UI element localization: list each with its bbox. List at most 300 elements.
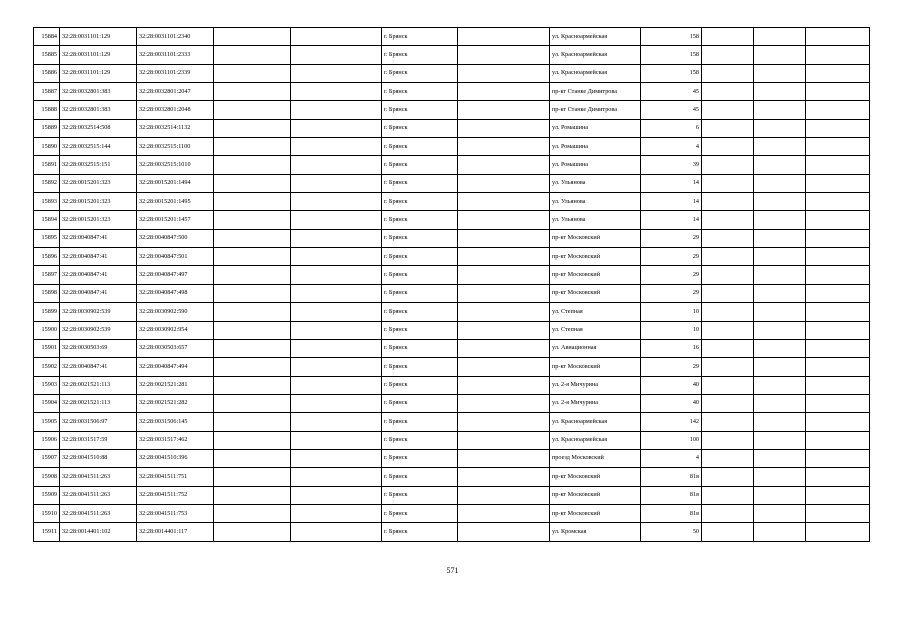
empty-cell: [291, 449, 382, 467]
empty-cell: [806, 376, 870, 394]
empty-cell: [214, 284, 291, 302]
city-cell: г. Брянск: [382, 303, 458, 321]
cadastral-parcel-cell: 32:28:0040847:41: [60, 266, 137, 284]
city-cell: г. Брянск: [382, 46, 458, 64]
empty-cell: [458, 248, 550, 266]
street-cell: пр-кт Московский: [550, 229, 641, 247]
empty-cell: [806, 523, 870, 541]
cadastral-parcel-cell: 32:28:0032801:383: [60, 83, 137, 101]
empty-cell: [214, 504, 291, 522]
street-cell: ул. Ульянова: [550, 211, 641, 229]
empty-cell: [806, 193, 870, 211]
empty-cell: [702, 101, 754, 119]
table-row: [34, 229, 870, 247]
cadastral-parcel-cell: 32:28:0015201:323: [60, 174, 137, 192]
empty-cell: [458, 83, 550, 101]
empty-cell: [291, 376, 382, 394]
house-number-cell: 29: [641, 248, 702, 266]
city-cell: г. Брянск: [382, 248, 458, 266]
row-number-cell: 15894: [34, 211, 60, 229]
house-number-cell: 142: [641, 413, 702, 431]
cadastral-parcel-cell: 32:28:0021521:113: [60, 376, 137, 394]
empty-cell: [754, 248, 806, 266]
empty-cell: [291, 431, 382, 449]
table-row: [34, 266, 870, 284]
street-cell: пр-кт Станке Димитрова: [550, 83, 641, 101]
house-number-cell: 14: [641, 211, 702, 229]
empty-cell: [291, 193, 382, 211]
cadastral-parcel-cell: 32:28:0031506:97: [60, 413, 137, 431]
empty-cell: [754, 229, 806, 247]
empty-cell: [214, 101, 291, 119]
empty-cell: [806, 174, 870, 192]
cadastral-parcel-cell: 32:28:0014401:102: [60, 523, 137, 541]
table-row: [34, 376, 870, 394]
empty-cell: [754, 321, 806, 339]
empty-cell: [754, 303, 806, 321]
house-number-cell: 29: [641, 284, 702, 302]
table-row: [34, 449, 870, 467]
empty-cell: [702, 248, 754, 266]
city-cell: г. Брянск: [382, 119, 458, 137]
table-row: [34, 138, 870, 156]
city-cell: г. Брянск: [382, 468, 458, 486]
cadastral-object-cell: 32:28:0041510:396: [137, 449, 214, 467]
table-row: [34, 248, 870, 266]
empty-cell: [754, 486, 806, 504]
empty-cell: [806, 504, 870, 522]
row-number-cell: 15895: [34, 229, 60, 247]
empty-cell: [702, 284, 754, 302]
empty-cell: [291, 504, 382, 522]
empty-cell: [291, 284, 382, 302]
row-number-cell: 15896: [34, 248, 60, 266]
city-cell: г. Брянск: [382, 523, 458, 541]
empty-cell: [702, 376, 754, 394]
empty-cell: [702, 138, 754, 156]
cadastral-parcel-cell: 32:28:0032801:383: [60, 101, 137, 119]
house-number-cell: 4: [641, 449, 702, 467]
empty-cell: [702, 46, 754, 64]
empty-cell: [291, 174, 382, 192]
row-number-cell: 15902: [34, 358, 60, 376]
city-cell: г. Брянск: [382, 449, 458, 467]
table-row: [34, 358, 870, 376]
table-row: [34, 394, 870, 412]
house-number-cell: 14: [641, 174, 702, 192]
empty-cell: [291, 101, 382, 119]
street-cell: пр-кт Московский: [550, 504, 641, 522]
empty-cell: [806, 339, 870, 357]
empty-cell: [291, 523, 382, 541]
empty-cell: [458, 193, 550, 211]
empty-cell: [458, 358, 550, 376]
house-number-cell: 45: [641, 83, 702, 101]
house-number-cell: 158: [641, 64, 702, 82]
house-number-cell: 45: [641, 101, 702, 119]
house-number-cell: 6: [641, 119, 702, 137]
house-number-cell: 10: [641, 321, 702, 339]
empty-cell: [291, 321, 382, 339]
row-number-cell: 15885: [34, 46, 60, 64]
empty-cell: [291, 266, 382, 284]
cadastral-object-cell: 32:28:0031101:2333: [137, 46, 214, 64]
empty-cell: [458, 101, 550, 119]
city-cell: г. Брянск: [382, 358, 458, 376]
table-row: [34, 413, 870, 431]
empty-cell: [291, 358, 382, 376]
empty-cell: [754, 358, 806, 376]
empty-cell: [754, 156, 806, 174]
empty-cell: [806, 101, 870, 119]
house-number-cell: 29: [641, 229, 702, 247]
table-row: [34, 486, 870, 504]
street-cell: проезд Московский: [550, 449, 641, 467]
cadastral-object-cell: 32:28:0031517:462: [137, 431, 214, 449]
cadastral-object-cell: 32:28:0021521:282: [137, 394, 214, 412]
row-number-cell: 15906: [34, 431, 60, 449]
empty-cell: [291, 28, 382, 46]
empty-cell: [291, 468, 382, 486]
table-row: [34, 339, 870, 357]
city-cell: г. Брянск: [382, 339, 458, 357]
row-number-cell: 15890: [34, 138, 60, 156]
cadastral-parcel-cell: 32:28:0041511:263: [60, 486, 137, 504]
cadastral-object-cell: 32:28:0040847:501: [137, 248, 214, 266]
city-cell: г. Брянск: [382, 431, 458, 449]
city-cell: г. Брянск: [382, 394, 458, 412]
row-number-cell: 15888: [34, 101, 60, 119]
house-number-cell: 16: [641, 339, 702, 357]
cadastral-object-cell: 32:28:0032515:1010: [137, 156, 214, 174]
page-number: 571: [446, 566, 459, 575]
empty-cell: [806, 431, 870, 449]
city-cell: г. Брянск: [382, 64, 458, 82]
row-number-cell: 15893: [34, 193, 60, 211]
street-cell: ул. Степная: [550, 321, 641, 339]
empty-cell: [702, 28, 754, 46]
empty-cell: [214, 486, 291, 504]
cadastral-object-cell: 32:28:0015201:1494: [137, 174, 214, 192]
empty-cell: [702, 156, 754, 174]
cadastral-parcel-cell: 32:28:0032515:144: [60, 138, 137, 156]
empty-cell: [806, 486, 870, 504]
empty-cell: [702, 486, 754, 504]
street-cell: ул. Кромская: [550, 523, 641, 541]
empty-cell: [291, 119, 382, 137]
street-cell: ул. Красноармейская: [550, 46, 641, 64]
table-row: [34, 284, 870, 302]
house-number-cell: 100: [641, 431, 702, 449]
empty-cell: [458, 504, 550, 522]
city-cell: г. Брянск: [382, 28, 458, 46]
cadastral-parcel-cell: 32:28:0031101:129: [60, 46, 137, 64]
empty-cell: [291, 303, 382, 321]
table-row: [34, 523, 870, 541]
cadastral-object-cell: 32:28:0014401:117: [137, 523, 214, 541]
row-number-cell: 15892: [34, 174, 60, 192]
empty-cell: [214, 83, 291, 101]
city-cell: г. Брянск: [382, 138, 458, 156]
cadastral-object-cell: 32:28:0015201:1495: [137, 193, 214, 211]
empty-cell: [702, 468, 754, 486]
empty-cell: [214, 28, 291, 46]
cadastral-parcel-cell: 32:28:0030503:69: [60, 339, 137, 357]
empty-cell: [806, 321, 870, 339]
cadastral-object-cell: 32:28:0032514:1132: [137, 119, 214, 137]
empty-cell: [458, 64, 550, 82]
empty-cell: [214, 174, 291, 192]
empty-cell: [214, 449, 291, 467]
house-number-cell: 40: [641, 394, 702, 412]
empty-cell: [806, 119, 870, 137]
empty-cell: [291, 64, 382, 82]
empty-cell: [214, 394, 291, 412]
cadastral-parcel-cell: 32:28:0041510:88: [60, 449, 137, 467]
empty-cell: [806, 248, 870, 266]
registry-table-body: [34, 28, 870, 542]
empty-cell: [291, 46, 382, 64]
street-cell: ул. Красноармейская: [550, 413, 641, 431]
house-number-cell: 29: [641, 266, 702, 284]
cadastral-object-cell: 32:28:0040847:494: [137, 358, 214, 376]
city-cell: г. Брянск: [382, 83, 458, 101]
empty-cell: [754, 46, 806, 64]
row-number-cell: 15908: [34, 468, 60, 486]
empty-cell: [458, 46, 550, 64]
street-cell: ул. Ромашина: [550, 119, 641, 137]
cadastral-object-cell: 32:28:0030902:590: [137, 303, 214, 321]
cadastral-object-cell: 32:28:0041511:751: [137, 468, 214, 486]
cadastral-object-cell: 32:28:0031101:2339: [137, 64, 214, 82]
empty-cell: [458, 303, 550, 321]
empty-cell: [291, 138, 382, 156]
cadastral-parcel-cell: 32:28:0040847:41: [60, 229, 137, 247]
street-cell: ул. Ульянова: [550, 174, 641, 192]
table-row: [34, 174, 870, 192]
empty-cell: [458, 321, 550, 339]
empty-cell: [806, 413, 870, 431]
row-number-cell: 15900: [34, 321, 60, 339]
empty-cell: [291, 156, 382, 174]
empty-cell: [291, 413, 382, 431]
empty-cell: [458, 119, 550, 137]
row-number-cell: 15910: [34, 504, 60, 522]
empty-cell: [214, 266, 291, 284]
empty-cell: [806, 394, 870, 412]
empty-cell: [806, 28, 870, 46]
empty-cell: [291, 83, 382, 101]
empty-cell: [458, 394, 550, 412]
row-number-cell: 15909: [34, 486, 60, 504]
row-number-cell: 15905: [34, 413, 60, 431]
empty-cell: [806, 83, 870, 101]
empty-cell: [806, 156, 870, 174]
empty-cell: [214, 413, 291, 431]
empty-cell: [702, 211, 754, 229]
house-number-cell: 81в: [641, 468, 702, 486]
cadastral-object-cell: 32:28:0030902:954: [137, 321, 214, 339]
table-row: [34, 28, 870, 46]
empty-cell: [702, 83, 754, 101]
empty-cell: [702, 358, 754, 376]
empty-cell: [214, 248, 291, 266]
cadastral-object-cell: 32:28:0021521:281: [137, 376, 214, 394]
empty-cell: [702, 339, 754, 357]
row-number-cell: 15884: [34, 28, 60, 46]
empty-cell: [214, 321, 291, 339]
house-number-cell: 10: [641, 303, 702, 321]
cadastral-object-cell: 32:28:0040847:497: [137, 266, 214, 284]
empty-cell: [754, 101, 806, 119]
empty-cell: [754, 174, 806, 192]
empty-cell: [754, 523, 806, 541]
empty-cell: [806, 266, 870, 284]
empty-cell: [702, 266, 754, 284]
house-number-cell: 81в: [641, 486, 702, 504]
cadastral-parcel-cell: 32:28:0041511:263: [60, 504, 137, 522]
cadastral-parcel-cell: 32:28:0021521:113: [60, 394, 137, 412]
street-cell: ул. Степная: [550, 303, 641, 321]
empty-cell: [702, 431, 754, 449]
empty-cell: [702, 321, 754, 339]
empty-cell: [806, 284, 870, 302]
empty-cell: [458, 431, 550, 449]
empty-cell: [214, 46, 291, 64]
street-cell: ул. Ромашина: [550, 156, 641, 174]
cadastral-object-cell: 32:28:0031506:145: [137, 413, 214, 431]
empty-cell: [754, 83, 806, 101]
house-number-cell: 29: [641, 358, 702, 376]
empty-cell: [458, 174, 550, 192]
empty-cell: [702, 64, 754, 82]
street-cell: ул. Ульянова: [550, 193, 641, 211]
empty-cell: [214, 156, 291, 174]
row-number-cell: 15897: [34, 266, 60, 284]
empty-cell: [754, 394, 806, 412]
cadastral-object-cell: 32:28:0031101:2340: [137, 28, 214, 46]
city-cell: г. Брянск: [382, 156, 458, 174]
row-number-cell: 15901: [34, 339, 60, 357]
city-cell: г. Брянск: [382, 229, 458, 247]
table-row: [34, 321, 870, 339]
cadastral-parcel-cell: 32:28:0031101:129: [60, 28, 137, 46]
empty-cell: [754, 64, 806, 82]
city-cell: г. Брянск: [382, 101, 458, 119]
empty-cell: [702, 119, 754, 137]
empty-cell: [458, 138, 550, 156]
empty-cell: [214, 211, 291, 229]
row-number-cell: 15886: [34, 64, 60, 82]
street-cell: пр-кт Московский: [550, 266, 641, 284]
table-row: [34, 64, 870, 82]
house-number-cell: 4: [641, 138, 702, 156]
street-cell: ул. Ромашина: [550, 138, 641, 156]
table-row: [34, 46, 870, 64]
city-cell: г. Брянск: [382, 376, 458, 394]
street-cell: ул. Красноармейская: [550, 28, 641, 46]
cadastral-object-cell: 32:28:0041511:753: [137, 504, 214, 522]
street-cell: пр-кт Московский: [550, 468, 641, 486]
cadastral-parcel-cell: 32:28:0040847:41: [60, 248, 137, 266]
table-row: [34, 119, 870, 137]
cadastral-object-cell: 32:28:0032801:2047: [137, 83, 214, 101]
empty-cell: [806, 138, 870, 156]
table-row: [34, 468, 870, 486]
empty-cell: [214, 376, 291, 394]
house-number-cell: 14: [641, 193, 702, 211]
empty-cell: [754, 138, 806, 156]
empty-cell: [458, 156, 550, 174]
street-cell: пр-кт Московский: [550, 248, 641, 266]
empty-cell: [806, 468, 870, 486]
empty-cell: [754, 449, 806, 467]
empty-cell: [458, 284, 550, 302]
empty-cell: [702, 449, 754, 467]
empty-cell: [702, 303, 754, 321]
city-cell: г. Брянск: [382, 174, 458, 192]
cadastral-parcel-cell: 32:28:0041511:263: [60, 468, 137, 486]
empty-cell: [702, 413, 754, 431]
table-row: [34, 504, 870, 522]
empty-cell: [214, 303, 291, 321]
empty-cell: [754, 413, 806, 431]
street-cell: ул. 2-я Мичурина: [550, 394, 641, 412]
empty-cell: [754, 376, 806, 394]
cadastral-object-cell: 32:28:0030503:657: [137, 339, 214, 357]
empty-cell: [214, 229, 291, 247]
empty-cell: [754, 28, 806, 46]
empty-cell: [806, 358, 870, 376]
house-number-cell: 81в: [641, 504, 702, 522]
row-number-cell: 15898: [34, 284, 60, 302]
cadastral-parcel-cell: 32:28:0030902:539: [60, 321, 137, 339]
empty-cell: [806, 46, 870, 64]
empty-cell: [458, 486, 550, 504]
table-row: [34, 211, 870, 229]
street-cell: ул. 2-я Мичурина: [550, 376, 641, 394]
empty-cell: [214, 119, 291, 137]
empty-cell: [291, 339, 382, 357]
row-number-cell: 15907: [34, 449, 60, 467]
cadastral-parcel-cell: 32:28:0030902:539: [60, 303, 137, 321]
empty-cell: [458, 28, 550, 46]
cadastral-object-cell: 32:28:0032801:2048: [137, 101, 214, 119]
empty-cell: [754, 211, 806, 229]
row-number-cell: 15911: [34, 523, 60, 541]
city-cell: г. Брянск: [382, 211, 458, 229]
empty-cell: [702, 523, 754, 541]
row-number-cell: 15904: [34, 394, 60, 412]
house-number-cell: 158: [641, 46, 702, 64]
empty-cell: [702, 504, 754, 522]
cadastral-parcel-cell: 32:28:0031101:129: [60, 64, 137, 82]
city-cell: г. Брянск: [382, 284, 458, 302]
table-row: [34, 83, 870, 101]
empty-cell: [291, 211, 382, 229]
empty-cell: [214, 468, 291, 486]
empty-cell: [458, 339, 550, 357]
row-number-cell: 15887: [34, 83, 60, 101]
street-cell: ул. Красноармейская: [550, 64, 641, 82]
cadastral-parcel-cell: 32:28:0040847:41: [60, 284, 137, 302]
city-cell: г. Брянск: [382, 486, 458, 504]
cadastral-object-cell: 32:28:0032515:1100: [137, 138, 214, 156]
empty-cell: [754, 468, 806, 486]
empty-cell: [702, 193, 754, 211]
street-cell: пр-кт Московский: [550, 284, 641, 302]
empty-cell: [458, 211, 550, 229]
